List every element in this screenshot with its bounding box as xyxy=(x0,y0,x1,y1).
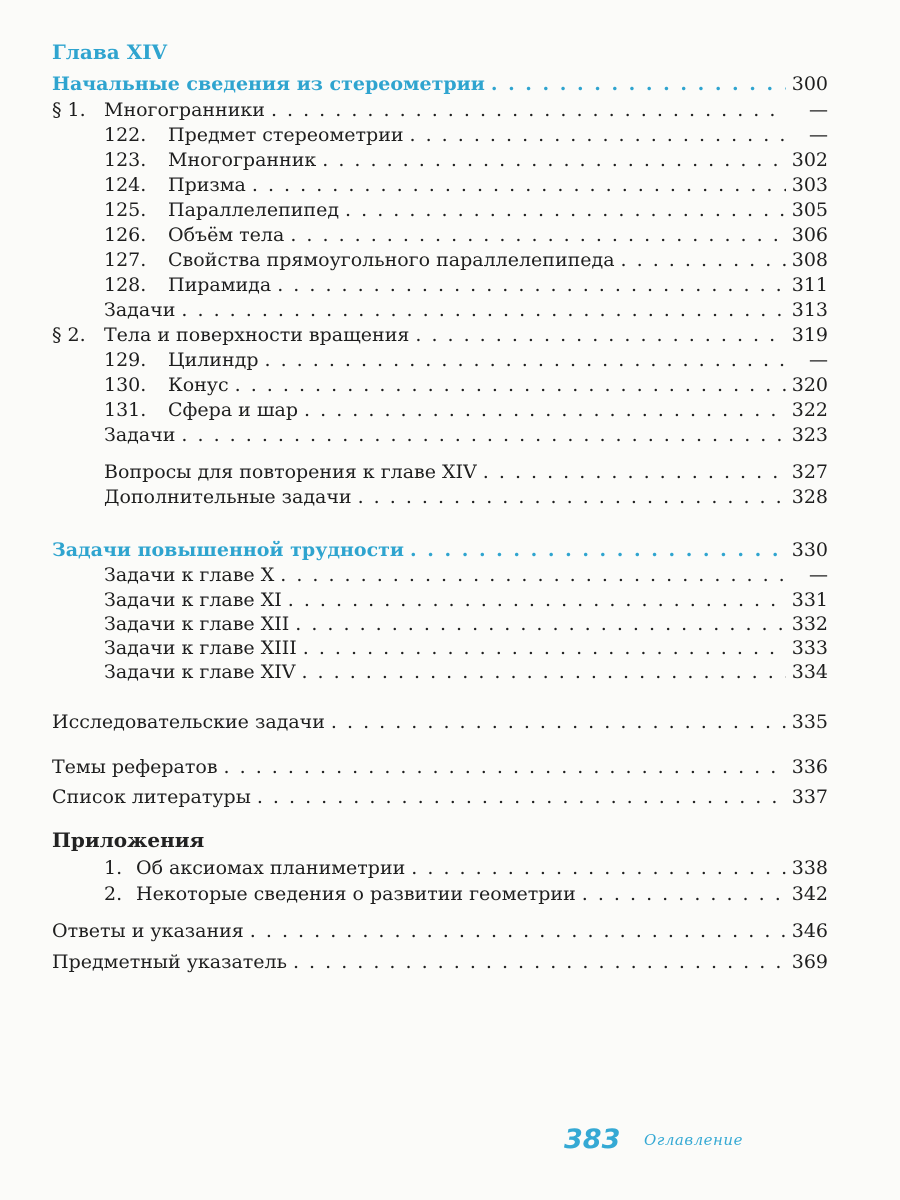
page-number: 346 xyxy=(791,920,828,942)
entry-number: 129. xyxy=(104,349,147,371)
entry-title: Сфера и шар xyxy=(168,399,299,421)
page-number: 305 xyxy=(791,199,828,221)
toc-entry[interactable] xyxy=(104,660,828,684)
entry-number: 1. xyxy=(104,857,123,879)
leader-dots xyxy=(250,919,786,943)
entry-number: 127. xyxy=(104,249,147,271)
entry-number: 131. xyxy=(104,399,147,421)
entry-title: Задачи xyxy=(104,424,176,446)
page-number: — xyxy=(809,564,828,586)
footer-page-number: 383 xyxy=(564,1124,621,1155)
toc-entry[interactable] xyxy=(104,636,828,660)
entry-title: Вопросы для повторения к главе XIV xyxy=(104,461,477,483)
page-number: 311 xyxy=(791,274,828,296)
toc-entry-section-1[interactable] xyxy=(52,98,828,122)
page-number: 320 xyxy=(791,374,828,396)
entry-title: Многогранники xyxy=(104,99,265,121)
page-number: 332 xyxy=(791,613,828,635)
chapter-title-row[interactable] xyxy=(52,72,828,96)
page-number: 338 xyxy=(791,857,828,879)
toc-entry-index[interactable] xyxy=(52,950,828,974)
toc-entry[interactable] xyxy=(104,273,828,297)
entry-title: Некоторые сведения о развитии геометрии xyxy=(136,883,576,905)
entry-title: Задачи к главе X xyxy=(104,564,275,586)
entry-title: Дополнительные задачи xyxy=(104,486,352,508)
entry-title: Исследовательские задачи xyxy=(52,711,325,733)
leader-dots xyxy=(322,148,785,172)
toc-entry-tasks[interactable] xyxy=(104,298,828,322)
leader-dots xyxy=(235,373,786,397)
chapter-title: Начальные сведения из стереометрии xyxy=(52,73,485,95)
leader-dots xyxy=(257,785,786,809)
entry-title: Список литературы xyxy=(52,786,251,808)
toc-entry-tasks[interactable] xyxy=(104,423,828,447)
toc-entry[interactable] xyxy=(104,223,828,247)
leader-dots xyxy=(288,588,786,612)
page-number: 313 xyxy=(791,299,828,321)
leader-dots xyxy=(331,710,786,734)
leader-dots xyxy=(293,950,786,974)
entry-number: § 2. xyxy=(52,324,86,346)
leader-dots xyxy=(483,460,786,484)
entry-number: § 1. xyxy=(52,99,86,121)
page-number: 336 xyxy=(791,756,828,778)
entry-title: Об аксиомах планиметрии xyxy=(136,857,406,879)
leader-dots xyxy=(345,198,786,222)
toc-entry[interactable] xyxy=(104,248,828,272)
page-number: 323 xyxy=(791,424,828,446)
leader-dots xyxy=(280,563,786,587)
entry-title: Свойства прямоугольного параллелепипеда xyxy=(168,249,615,271)
page-number: 308 xyxy=(791,249,828,271)
leader-dots xyxy=(265,348,787,372)
leader-dots xyxy=(181,423,785,447)
page-number: 331 xyxy=(791,589,828,611)
hard-tasks-row[interactable] xyxy=(52,538,828,562)
entry-title: Призма xyxy=(168,174,246,196)
toc-entry[interactable] xyxy=(104,173,828,197)
leader-dots xyxy=(410,123,786,147)
toc-entry-research[interactable] xyxy=(52,710,828,734)
footer-section-label: Оглавление xyxy=(644,1131,743,1149)
leader-dots xyxy=(415,323,785,347)
leader-dots xyxy=(271,98,786,122)
entry-title: Задачи повышенной трудности xyxy=(52,539,405,561)
entry-title: Задачи к главе XI xyxy=(104,589,282,611)
leader-dots xyxy=(295,612,785,636)
leader-dots xyxy=(621,248,786,272)
leader-dots xyxy=(301,660,785,684)
entry-number: 128. xyxy=(104,274,147,296)
page-number: 342 xyxy=(791,883,828,905)
toc-entry[interactable] xyxy=(104,398,828,422)
entry-title: Конус xyxy=(168,374,229,396)
entry-number: 126. xyxy=(104,224,147,246)
leader-dots xyxy=(224,755,786,779)
entry-number: 130. xyxy=(104,374,147,396)
page-number: 330 xyxy=(791,539,828,561)
entry-title: Предмет стереометрии xyxy=(168,124,404,146)
toc-entry-reports[interactable] xyxy=(52,755,828,779)
entry-title: Объём тела xyxy=(168,224,285,246)
toc-entry[interactable] xyxy=(104,588,828,612)
toc-entry[interactable] xyxy=(104,198,828,222)
toc-entry-section-2[interactable] xyxy=(52,323,828,347)
page-number: 337 xyxy=(791,786,828,808)
entry-number: 122. xyxy=(104,124,147,146)
page-number: 306 xyxy=(791,224,828,246)
toc-entry[interactable] xyxy=(104,123,828,147)
page-number: 333 xyxy=(791,637,828,659)
entry-title: Задачи к главе XIV xyxy=(104,661,296,683)
leader-dots xyxy=(582,882,786,906)
entry-title: Задачи xyxy=(104,299,176,321)
toc-entry[interactable] xyxy=(104,856,828,880)
toc-entry-literature[interactable] xyxy=(52,785,828,809)
leader-dots xyxy=(410,538,786,562)
page-number: 327 xyxy=(791,461,828,483)
page-number: 334 xyxy=(791,661,828,683)
toc-entry[interactable] xyxy=(104,882,828,906)
entry-title: Задачи к главе XIII xyxy=(104,637,297,659)
leader-dots xyxy=(491,72,786,96)
entry-title: Задачи к главе XII xyxy=(104,613,290,635)
entry-title: Тела и поверхности вращения xyxy=(104,324,410,346)
entry-title: Цилиндр xyxy=(168,349,259,371)
toc-entry[interactable] xyxy=(104,373,828,397)
page-number: — xyxy=(809,99,828,121)
page-number: 319 xyxy=(791,324,828,346)
page-number: 300 xyxy=(791,73,828,95)
toc-entry[interactable] xyxy=(104,348,828,372)
entry-title: Параллелепипед xyxy=(168,199,340,221)
entry-title: Пирамида xyxy=(168,274,272,296)
leader-dots xyxy=(303,636,786,660)
entry-number: 2. xyxy=(104,883,123,905)
page-number: 369 xyxy=(791,951,828,973)
toc-entry[interactable] xyxy=(104,563,828,587)
toc-entry-answers[interactable] xyxy=(52,919,828,943)
page-number: 302 xyxy=(791,149,828,171)
toc-entry-review-questions[interactable] xyxy=(104,460,828,484)
entry-title: Многогранник xyxy=(168,149,317,171)
leader-dots xyxy=(252,173,786,197)
appendix-heading: Приложения xyxy=(52,828,205,852)
entry-number: 123. xyxy=(104,149,147,171)
chapter-label: Глава XIV xyxy=(52,40,168,64)
toc-entry[interactable] xyxy=(104,612,828,636)
page-number: 328 xyxy=(791,486,828,508)
leader-dots xyxy=(181,298,785,322)
entry-number: 125. xyxy=(104,199,147,221)
leader-dots xyxy=(290,223,785,247)
entry-title: Предметный указатель xyxy=(52,951,287,973)
page-number: — xyxy=(809,349,828,371)
leader-dots xyxy=(277,273,786,297)
page-number: — xyxy=(809,124,828,146)
page-number: 303 xyxy=(791,174,828,196)
entry-title: Ответы и указания xyxy=(52,920,244,942)
toc-entry[interactable] xyxy=(104,148,828,172)
page-number: 322 xyxy=(791,399,828,421)
leader-dots xyxy=(411,856,785,880)
entry-title: Темы рефератов xyxy=(52,756,218,778)
entry-number: 124. xyxy=(104,174,147,196)
leader-dots xyxy=(304,398,786,422)
leader-dots xyxy=(358,485,786,509)
toc-entry-additional-tasks[interactable] xyxy=(104,485,828,509)
page-number: 335 xyxy=(791,711,828,733)
